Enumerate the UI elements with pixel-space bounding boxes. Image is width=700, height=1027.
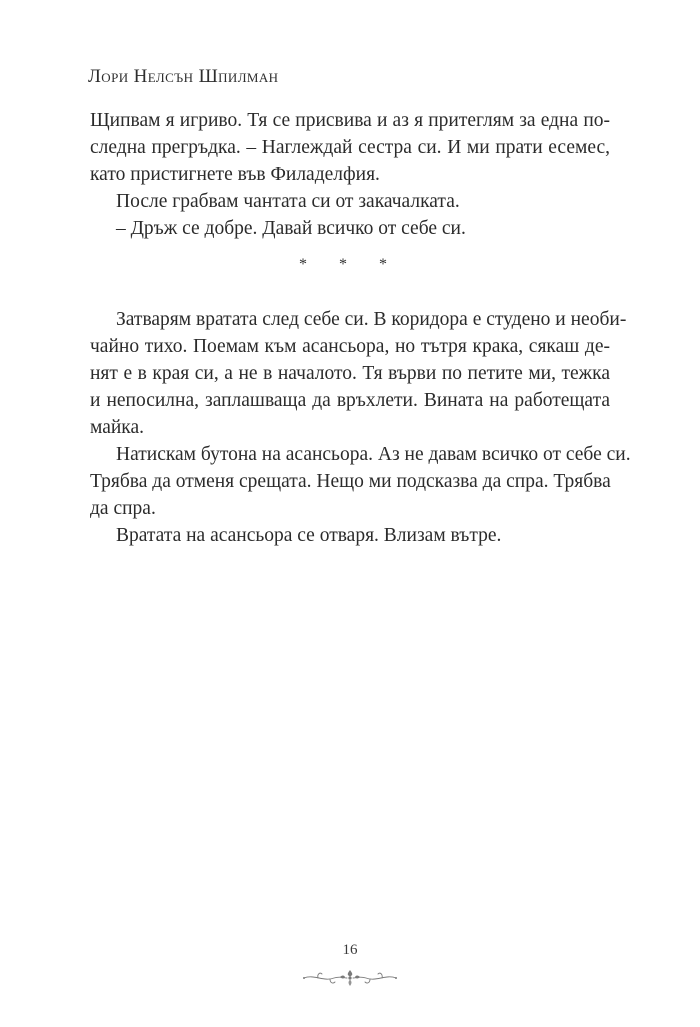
text-line: и непосилна, заплашваща да връхлети. Вината на работещата (90, 390, 610, 411)
paragraph: После грабвам чантата си от закачалката. (116, 191, 460, 212)
text-line: майка. (90, 417, 145, 438)
paragraph (90, 306, 627, 441)
text-line: нят е в края си, а не в началото. Тя върви по петите ми, тежка (90, 363, 610, 384)
paragraph (90, 107, 610, 188)
text-line: следна прегръдка. – Наглеждай сестра си. И ми прати есемес, (90, 137, 610, 158)
text-line: Натискам бутона на асансьора. Аз не давам всичко от себе си. (116, 444, 631, 465)
text-line: да спра. (90, 498, 156, 519)
section-separator: * * * (299, 256, 401, 273)
text-block-1 (90, 107, 610, 242)
paragraph (90, 441, 631, 522)
floral-ornament-icon (300, 966, 400, 988)
text-block-2 (90, 306, 631, 549)
text-line: чайно тихо. Поемам към асансьора, но тътря крака, сякаш де- (90, 336, 610, 357)
page-number: 16 (342, 942, 358, 958)
text-line: като пристигнете във Филаделфия. (90, 164, 380, 185)
paragraph: – Дръж се добре. Давай всичко от себе си. (116, 218, 466, 239)
running-header (88, 66, 278, 88)
text-line: Щипвам я игриво. Тя се присвива и аз я притеглям за една по- (90, 110, 610, 131)
paragraph: Вратата на асансьора се отваря. Влизам вътре. (116, 525, 502, 546)
text-line: Трябва да отменя срещата. Нещо ми подсказва да спра. Трябва (90, 471, 611, 492)
text-line: Затварям вратата след себе си. В коридора е студено и необи- (116, 309, 627, 330)
running-header-text: Лори Нелсън Шпилман (88, 66, 279, 87)
